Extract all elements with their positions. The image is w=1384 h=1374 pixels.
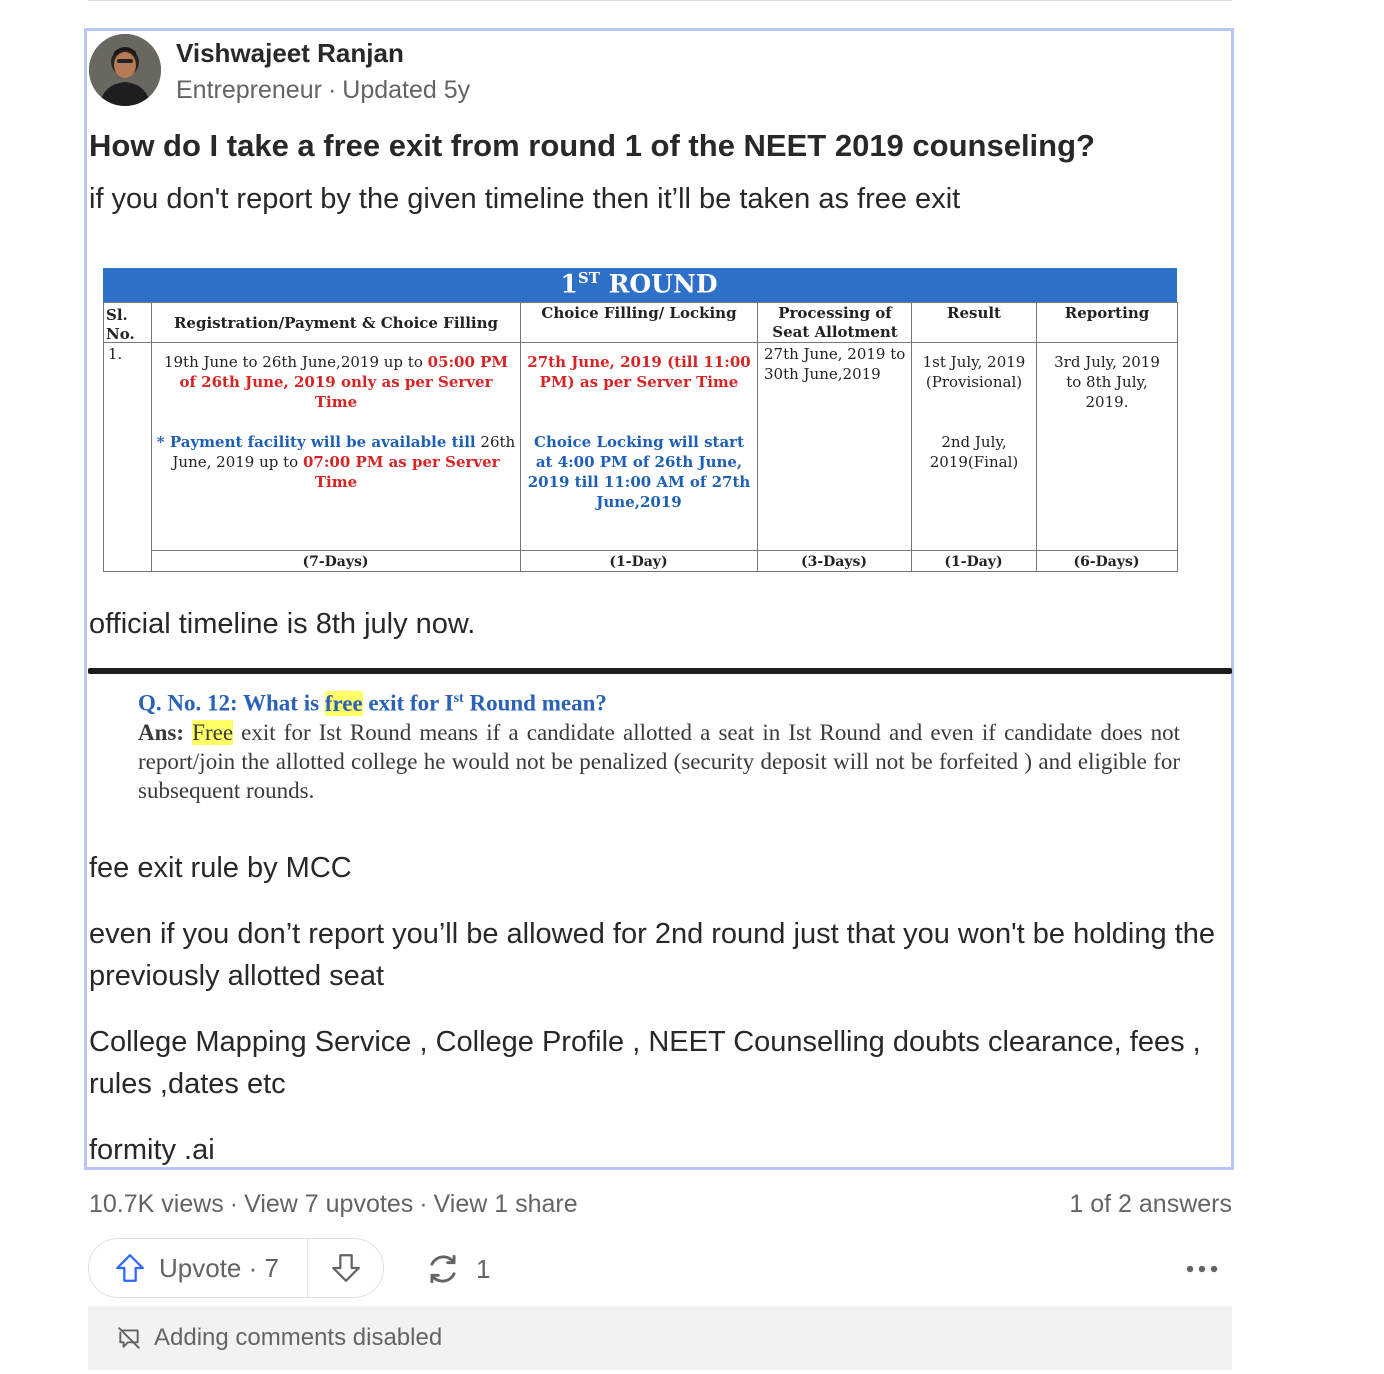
faq-image-top-border xyxy=(88,668,1232,674)
schedule-title: 1ST ROUND xyxy=(560,269,718,299)
duration-processing: (3-Days) xyxy=(800,554,868,570)
view-shares-link[interactable]: View 1 share xyxy=(433,1190,578,1218)
answer-paragraph-4: even if you don’t report you’ll be allowed for 2nd round just that you won't be holding the previously allotted seat xyxy=(89,918,1215,992)
answer-paragraph-3: fee exit rule by MCC xyxy=(89,852,352,884)
row-number: 1. xyxy=(108,345,123,363)
duration-choice: (1-Day) xyxy=(609,554,668,570)
share-button[interactable] xyxy=(424,1248,490,1290)
author-name[interactable]: Vishwajeet Ranjan xyxy=(176,38,404,68)
comments-disabled-bar xyxy=(88,1306,1232,1370)
meta-separator: · xyxy=(327,76,337,104)
answer-stats: 10.7K views · View 7 upvotes · View 1 share xyxy=(89,1190,578,1218)
result-provisional: 1st July, 2019 (Provisional) xyxy=(922,353,1026,391)
answer-paragraph-2: official timeline is 8th july now. xyxy=(89,608,476,640)
more-dots-icon xyxy=(1185,1264,1219,1274)
faq-question: Q. No. 12: What is free exit for Ist Round mean? xyxy=(138,690,607,716)
arrow-up-icon xyxy=(113,1251,147,1285)
views-count: 10.7K views xyxy=(89,1190,224,1218)
header-reporting: Reporting xyxy=(1064,304,1150,322)
header-choice: Choice Filling/ Locking xyxy=(541,304,737,322)
vote-pill xyxy=(88,1238,384,1298)
upvote-button[interactable] xyxy=(89,1239,307,1297)
answer-paragraph-6: formity .ai xyxy=(89,1134,215,1166)
processing-cell: 27th June, 2019 to 30th June,2019 xyxy=(764,345,906,383)
question-title[interactable]: How do I take a free exit from round 1 of the NEET 2019 counseling? xyxy=(89,128,1095,163)
reporting-cell: 3rd July, 2019 to 8th July, 2019. xyxy=(1054,353,1160,411)
share-count: 1 xyxy=(476,1253,491,1284)
duration-result: (1-Day) xyxy=(944,554,1003,570)
choice-cell: 27th June, 2019 (till 11:00 PM) as per Server Time xyxy=(527,353,751,391)
header-sl-no: Sl. No. xyxy=(106,306,135,343)
result-final: 2nd July, 2019(Final) xyxy=(929,433,1019,471)
duration-reporting: (6-Days) xyxy=(1073,554,1140,570)
registration-cell: 19th June to 26th June,2019 up to 05:00 PM of 26th June, 2019 only as per Server Time xyxy=(163,353,509,411)
downvote-button[interactable] xyxy=(308,1239,383,1297)
choice-locking-note: Choice Locking will start at 4:00 PM of 26th June, 2019 till 11:00 AM of 27th June,2019 xyxy=(527,433,751,511)
share-cycle-icon xyxy=(424,1250,462,1288)
comment-disabled-icon xyxy=(116,1325,142,1351)
header-processing: Processing of Seat Allotment xyxy=(772,304,898,341)
schedule-table-image[interactable] xyxy=(100,266,1178,572)
faq-image[interactable] xyxy=(138,684,1180,805)
upvote-label: Upvote · 7 xyxy=(159,1252,279,1283)
answer-paragraph-1: if you don't report by the given timeline then it’ll be taken as free exit xyxy=(89,183,961,215)
avatar[interactable] xyxy=(89,34,161,106)
view-upvotes-link[interactable]: View 7 upvotes xyxy=(244,1190,414,1218)
updated-timestamp[interactable]: Updated 5y xyxy=(342,76,471,104)
header-result: Result xyxy=(947,304,1001,322)
arrow-down-icon xyxy=(329,1251,363,1285)
author-role: Entrepreneur xyxy=(176,76,322,104)
faq-answer: Ans: Free exit for Ist Round means if a candidate allotted a seat in Ist Round and even if candidate does not report/join the allotted college he would not be penalized (security deposit will not be forfeited ) and eligible for subsequent rounds. xyxy=(138,719,1181,803)
more-options-button[interactable] xyxy=(1182,1252,1222,1286)
author-meta xyxy=(176,76,470,105)
payment-note: * Payment facility will be available till 26th June, 2019 up to 07:00 PM as per Server Time xyxy=(156,433,516,491)
answer-position: 1 of 2 answers xyxy=(1069,1190,1232,1218)
comments-disabled-label: Adding comments disabled xyxy=(154,1324,443,1351)
answer-paragraph-5: College Mapping Service , College Profile , NEET Counselling doubts clearance, fees , rules ,dates etc xyxy=(89,1026,1201,1100)
header-registration: Registration/Payment & Choice Filling xyxy=(173,314,499,332)
top-divider xyxy=(88,0,1232,1)
duration-registration: (7-Days) xyxy=(302,554,369,570)
